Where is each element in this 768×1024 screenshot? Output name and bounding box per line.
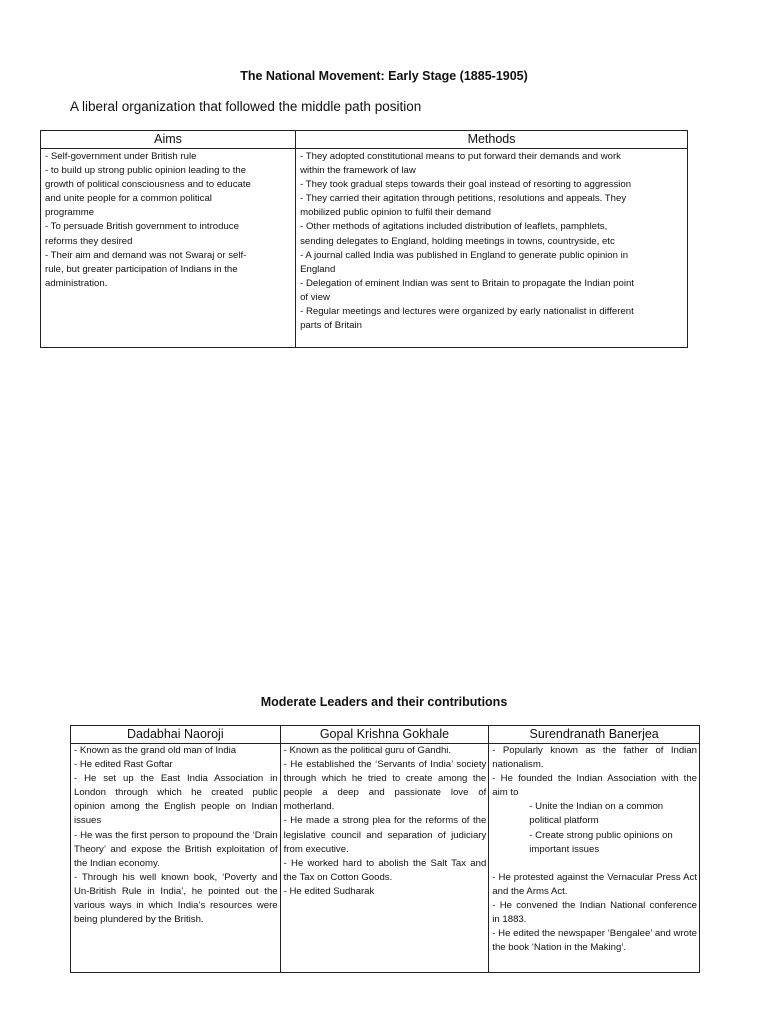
methods-line: parts of Britain xyxy=(300,320,362,332)
methods-line: sending delegates to England, holding meetings in towns, countryside, etc xyxy=(300,235,615,247)
methods-cell xyxy=(296,149,688,348)
aims-line: - to build up strong public opinion leading to the xyxy=(45,165,247,177)
methods-line: within the framework of law xyxy=(300,165,416,177)
aims-line: and unite people for a common political xyxy=(45,193,212,205)
methods-line: mobilized public opinion to fulfil their demand xyxy=(300,207,492,219)
banerjea-point: - He protested against the Vernacular Press Act and the Arms Act. xyxy=(492,871,697,897)
methods-line: - They adopted constitutional means to put forward their demands and work xyxy=(300,151,621,162)
page-title: The National Movement: Early Stage (1885-1905) xyxy=(240,69,528,83)
aims-line: reforms they desired xyxy=(45,235,133,247)
aims-line: - Self-government under British rule xyxy=(45,151,197,162)
methods-line: England xyxy=(300,263,336,275)
gokhale-point: - He worked hard to abolish the Salt Tax and the Tax on Cotton Goods. xyxy=(283,857,487,883)
methods-line: of view xyxy=(300,291,330,303)
gokhale-point: - He made a strong plea for the reforms of the legislative council and separation of judiciary from executive. xyxy=(283,815,487,855)
page-subtitle: A liberal organization that followed the middle path position xyxy=(70,99,422,114)
methods-line: - They carried their agitation through petitions, resolutions and appeals. They xyxy=(300,193,627,205)
naoroji-cell xyxy=(71,744,281,973)
banerjea-point: - He convened the Indian National conference in 1883. xyxy=(492,899,697,926)
gokhale-header: Gopal Krishna Gokhale xyxy=(280,726,489,744)
banerjea-header: Surendranath Banerjea xyxy=(489,726,700,744)
naoroji-point: - He set up the East India Association in London through which he created public opinion among the English people on Indian issues xyxy=(74,773,278,827)
aims-line: administration. xyxy=(45,277,108,289)
methods-line: - Other methods of agitations included distribution of leaflets, pamphlets, xyxy=(300,221,608,233)
gokhale-point: - He established the ‘Servants of India’ society through which he tried to create among the people a deep and passionate love of motherland. xyxy=(283,759,487,813)
gokhale-point: - He edited Sudharak xyxy=(283,885,375,897)
naoroji-point: - He was the first person to propound the ‘Drain Theory’ and expose the British exploitation of the Indian economy. xyxy=(74,829,278,869)
methods-line: - Regular meetings and lectures were organized by early nationalist in different xyxy=(300,306,634,318)
aims-line: - Their aim and demand was not Swaraj or self- xyxy=(45,249,247,261)
aims-line: programme xyxy=(45,207,95,219)
aims-header: Aims xyxy=(41,131,296,149)
aims-methods-table xyxy=(40,130,688,348)
banerjea-subpoint: - Create strong public opinions on important issues xyxy=(529,829,673,855)
banerjea-cell xyxy=(489,744,700,973)
banerjea-point: - He founded the Indian Association with the aim to xyxy=(492,773,697,799)
gokhale-point: - Known as the political guru of Gandhi. xyxy=(283,745,452,756)
banerjea-point: - He edited the newspaper ‘Bengalee’ and wrote the book ‘Nation in the Making’. xyxy=(492,928,697,954)
methods-line: - They took gradual steps towards their goal instead of resorting to aggression xyxy=(300,179,632,191)
banerjea-subpoint: - Unite the Indian on a common political platform xyxy=(529,801,664,827)
gokhale-cell xyxy=(280,744,489,973)
aims-line: - To persuade British government to introduce xyxy=(45,221,239,233)
leaders-table xyxy=(70,725,700,973)
naoroji-point: - Known as the grand old man of India xyxy=(74,745,237,756)
naoroji-point: - He edited Rast Goftar xyxy=(74,759,173,771)
naoroji-header: Dadabhai Naoroji xyxy=(71,726,281,744)
aims-cell xyxy=(41,149,296,348)
naoroji-point: - Through his well known book, ‘Poverty and Un-British Rule in India’, he pointed out the various ways in which India’s resources were being plundered by the British. xyxy=(74,871,278,926)
section-title: Moderate Leaders and their contributions xyxy=(260,695,508,709)
aims-line: rule, but greater participation of Indians in the xyxy=(45,263,238,275)
aims-line: growth of political consciousness and to educate xyxy=(45,179,251,191)
methods-header: Methods xyxy=(296,131,688,149)
methods-line: - A journal called India was published in England to generate public opinion in xyxy=(300,249,629,261)
methods-line: - Delegation of eminent Indian was sent to Britain to propagate the Indian point xyxy=(300,277,634,289)
banerjea-point: - Popularly known as the father of Indian nationalism. xyxy=(492,745,697,771)
